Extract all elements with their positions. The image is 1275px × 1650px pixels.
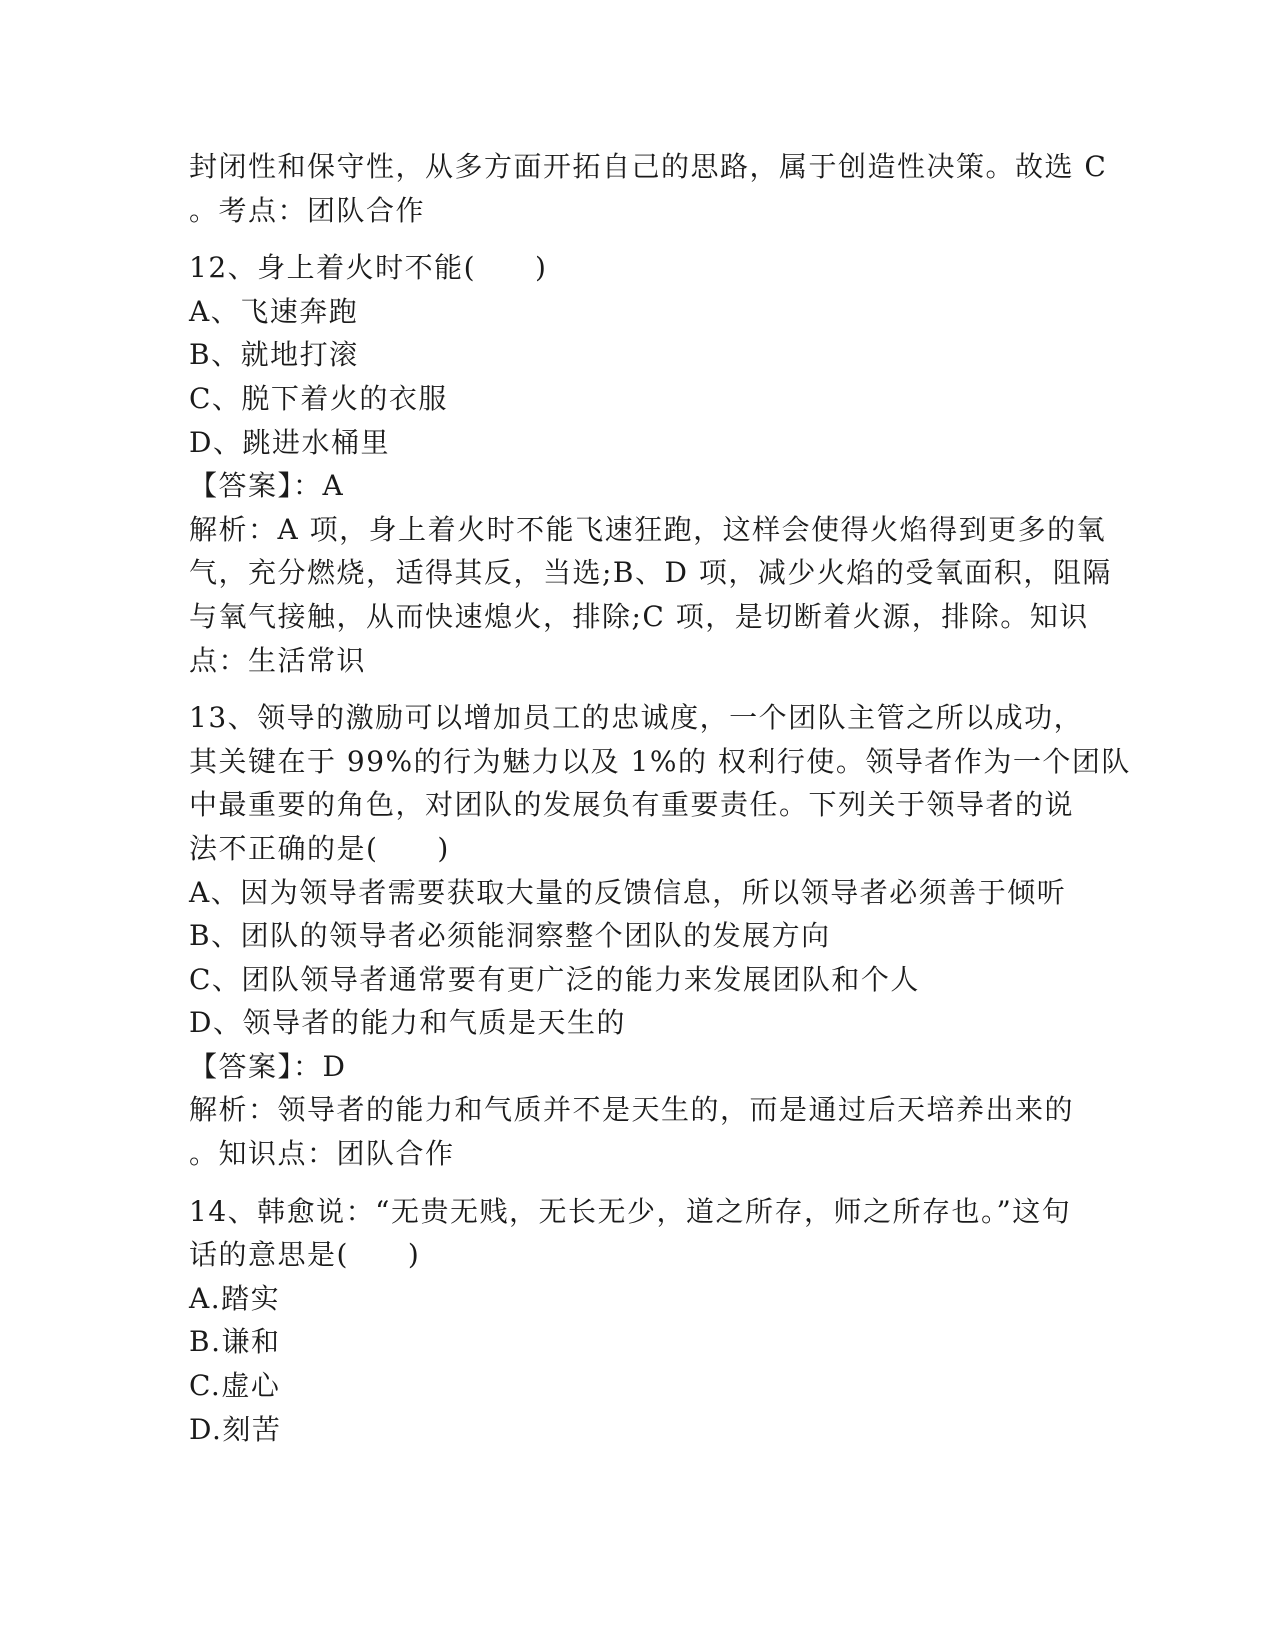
previous-analysis-tail bbox=[189, 145, 1108, 232]
question-stem: 法不正确的是( ) bbox=[189, 831, 450, 865]
option-d: D.刻苦 bbox=[189, 1412, 282, 1446]
text-line: 。考点：团队合作 bbox=[189, 193, 426, 227]
analysis-line: 。知识点：团队合作 bbox=[189, 1137, 455, 1171]
option-c: C、脱下着火的衣服 bbox=[189, 381, 448, 415]
answer: 【答案】：D bbox=[189, 1049, 347, 1083]
text-line: 封闭性和保守性，从多方面开拓自己的思路，属于创造性决策。故选 C bbox=[189, 150, 1108, 183]
question-stem: 12、身上着火时不能( ) bbox=[189, 251, 548, 285]
option-c: C、团队领导者通常要有更广泛的能力来发展团队和个人 bbox=[189, 962, 920, 996]
question-stem: 其关键在于 99%的行为魅力以及 1%的 权利行使。领导者作为一个团队 bbox=[189, 744, 1131, 778]
analysis-line: 与氧气接触，从而快速熄火，排除;C 项，是切断着火源，排除。知识 bbox=[189, 599, 1089, 633]
question-stem: 13、领导的激励可以增加员工的忠诚度，一个团队主管之所以成功， bbox=[189, 701, 1084, 735]
question-13 bbox=[189, 696, 1131, 1176]
option-a: A、因为领导者需要获取大量的反馈信息，所以领导者必须善于倾听 bbox=[189, 875, 1067, 909]
question-stem: 14、韩愈说：“无贵无贱，无长无少，道之所存，师之所存也。”这句 bbox=[189, 1194, 1072, 1228]
analysis-line: 点：生活常识 bbox=[189, 643, 367, 677]
analysis-line: 解析：领导者的能力和气质并不是天生的，而是通过后天培养出来的 bbox=[189, 1093, 1075, 1127]
document-content bbox=[189, 145, 1131, 1465]
option-b: B、就地打滚 bbox=[189, 338, 359, 372]
question-12 bbox=[189, 246, 1112, 682]
answer: 【答案】：A bbox=[189, 469, 345, 503]
option-b: B.谦和 bbox=[189, 1325, 281, 1359]
option-d: D、领导者的能力和气质是天生的 bbox=[189, 1006, 626, 1040]
analysis-line: 解析：A 项，身上着火时不能飞速狂跑，这样会使得火焰得到更多的氧 bbox=[189, 512, 1107, 546]
option-c: C.虚心 bbox=[189, 1369, 281, 1403]
question-stem: 中最重要的角色，对团队的发展负有重要责任。下列关于领导者的说 bbox=[189, 788, 1075, 822]
question-stem: 话的意思是( ) bbox=[189, 1238, 421, 1272]
question-14 bbox=[189, 1190, 1089, 1452]
option-a: A、飞速奔跑 bbox=[189, 294, 359, 328]
option-a: A.踏实 bbox=[189, 1281, 281, 1315]
option-d: D、跳进水桶里 bbox=[189, 425, 390, 459]
option-b: B、团队的领导者必须能洞察整个团队的发展方向 bbox=[189, 919, 831, 953]
analysis-line: 气，充分燃烧，适得其反，当选;B、D 项，减少火焰的受氧面积，阻隔 bbox=[189, 556, 1112, 590]
